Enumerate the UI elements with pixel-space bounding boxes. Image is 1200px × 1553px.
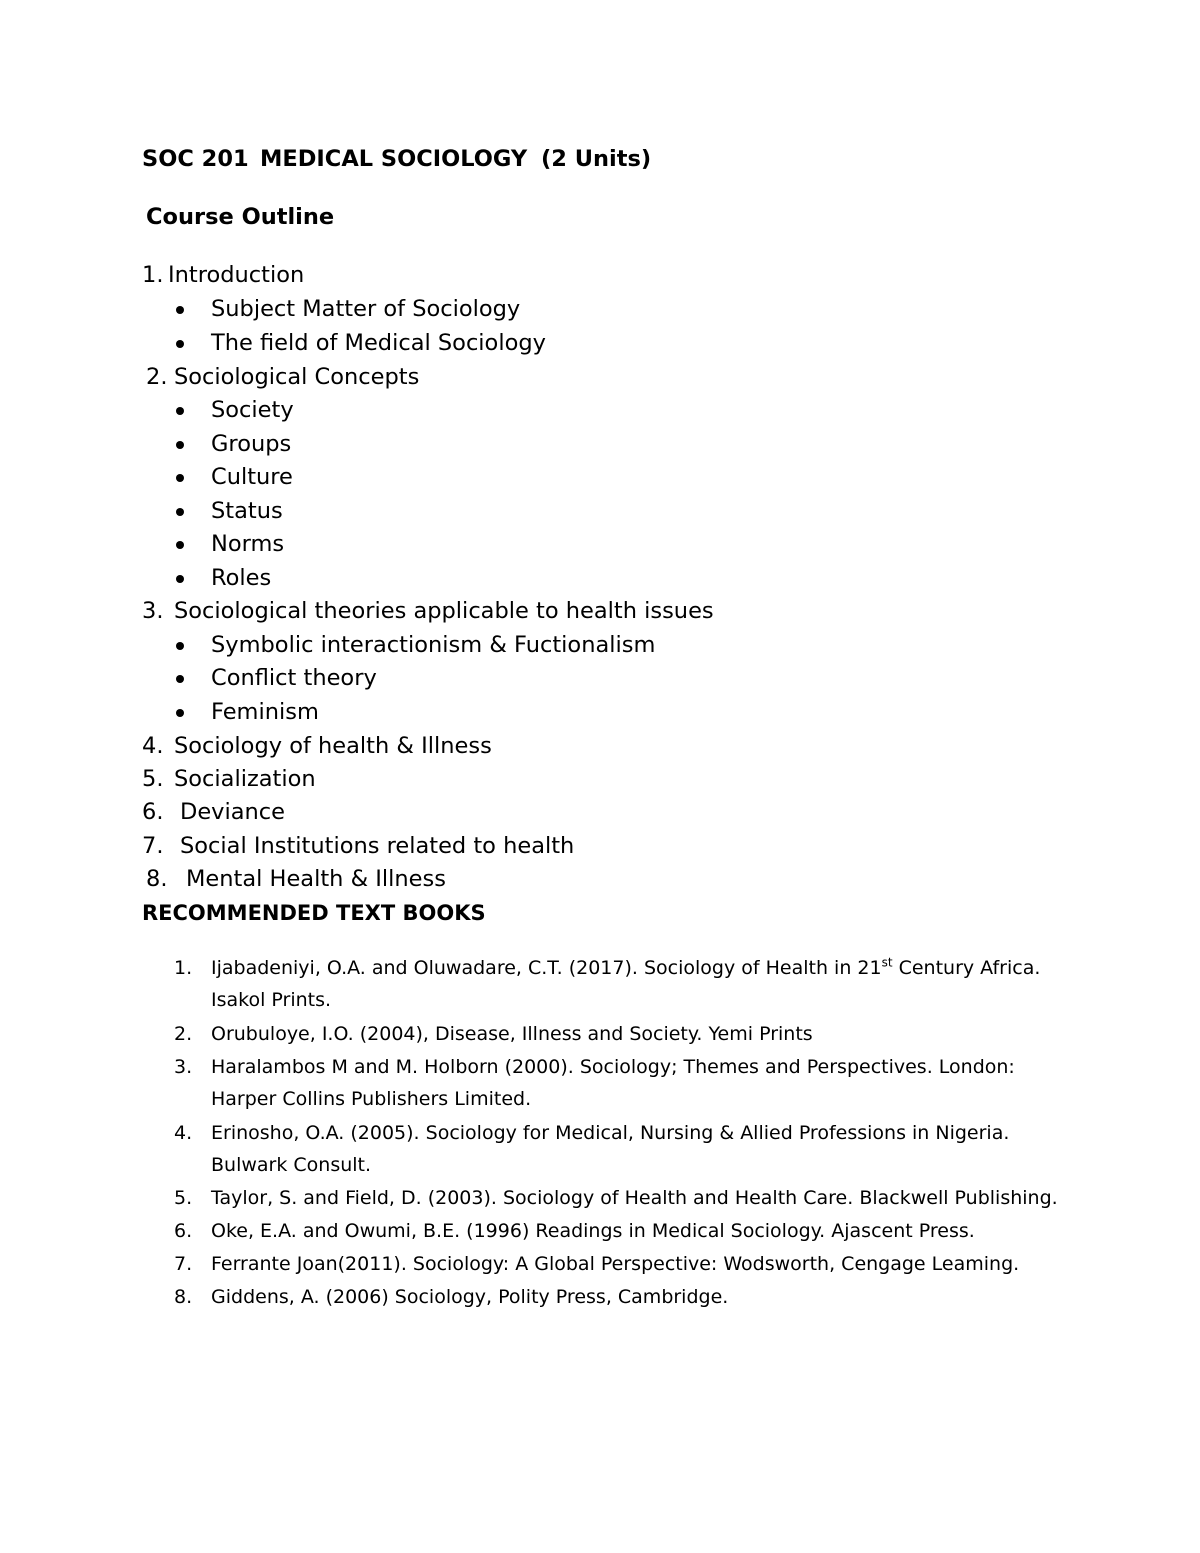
bullet-icon [176,306,184,314]
book-text: Century Africa. [892,957,1041,979]
book-number: 2. [174,1023,193,1045]
outline-item-label: Sociological theories applicable to health issues [174,598,714,624]
book-number: 1. [174,957,193,979]
outline-item-number: 3. [142,598,164,624]
outline-subitem: Culture [211,464,293,490]
outline-item-number: 7. [142,833,164,859]
book-entry: Taylor, S. and Field, D. (2003). Sociology of Health and Health Care. Blackwell Publishing. [211,1187,1058,1209]
outline-item-number: 4. [142,733,164,759]
bullet-icon [176,407,184,415]
outline-item-label: Sociology of health & Illness [174,733,492,759]
book-number: 6. [174,1220,193,1242]
outline-item-label: Introduction [168,262,305,288]
course-units: (2 Units) [541,146,652,172]
outline-item-number: 2. [146,364,168,390]
book-entry: Giddens, A. (2006) Sociology, Polity Press, Cambridge. [211,1286,729,1308]
book-entry: Haralambos M and M. Holborn (2000). Sociology; Themes and Perspectives. London: [211,1056,1015,1078]
outline-item-number: 8. [146,866,168,892]
outline-item-label: Deviance [180,799,285,825]
book-superscript: st [881,955,893,970]
book-entry: Orubuloye, I.O. (2004), Disease, Illness and Society. Yemi Prints [211,1023,813,1045]
book-number: 4. [174,1122,193,1144]
book-entry: Ferrante Joan(2011). Sociology: A Global Perspective: Wodsworth, Cengage Leaming. [211,1253,1020,1275]
outline-subitem: Roles [211,565,272,591]
bullet-icon [176,575,184,583]
outline-item-number: 1. [142,262,164,288]
book-number: 7. [174,1253,193,1275]
book-number: 8. [174,1286,193,1308]
book-entry-continued: Harper Collins Publishers Limited. [211,1088,532,1110]
outline-item-label: Sociological Concepts [174,364,420,390]
bullet-icon [176,642,184,650]
outline-subitem: The field of Medical Sociology [211,330,546,356]
book-entry: Oke, E.A. and Owumi, B.E. (1996) Readings in Medical Sociology. Ajascent Press. [211,1220,975,1242]
book-entry: Erinosho, O.A. (2005). Sociology for Medical, Nursing & Allied Professions in Nigeria. [211,1122,1010,1144]
course-code: SOC 201 [142,146,249,172]
outline-item-label: Mental Health & Illness [186,866,446,892]
outline-subitem: Norms [211,531,285,557]
course-name: MEDICAL SOCIOLOGY [260,146,528,172]
outline-subitem: Symbolic interactionism & Fuctionalism [211,632,656,658]
book-number: 5. [174,1187,193,1209]
outline-item-number: 6. [142,799,164,825]
outline-subitem: Society [211,397,294,423]
bullet-icon [176,474,184,482]
book-entry [211,957,1040,979]
outline-subitem: Feminism [211,699,319,725]
book-number: 3. [174,1056,193,1078]
bullet-icon [176,675,184,683]
outline-item-number: 5. [142,766,164,792]
book-text: Ijabadeniyi, O.A. and Oluwadare, C.T. (2017). Sociology of Health in 21 [211,957,882,979]
book-entry-continued: Isakol Prints. [211,989,332,1011]
bullet-icon [176,441,184,449]
outline-title: Course Outline [146,204,335,230]
books-title: RECOMMENDED TEXT BOOKS [142,901,486,925]
bullet-icon [176,709,184,717]
bullet-icon [176,541,184,549]
bullet-icon [176,508,184,516]
outline-item-label: Social Institutions related to health [180,833,575,859]
outline-subitem: Status [211,498,283,524]
outline-subitem: Subject Matter of Sociology [211,296,521,322]
book-entry-continued: Bulwark Consult. [211,1154,372,1176]
outline-subitem: Groups [211,431,292,457]
outline-subitem: Conflict theory [211,665,377,691]
bullet-icon [176,340,184,348]
outline-item-label: Socialization [174,766,316,792]
